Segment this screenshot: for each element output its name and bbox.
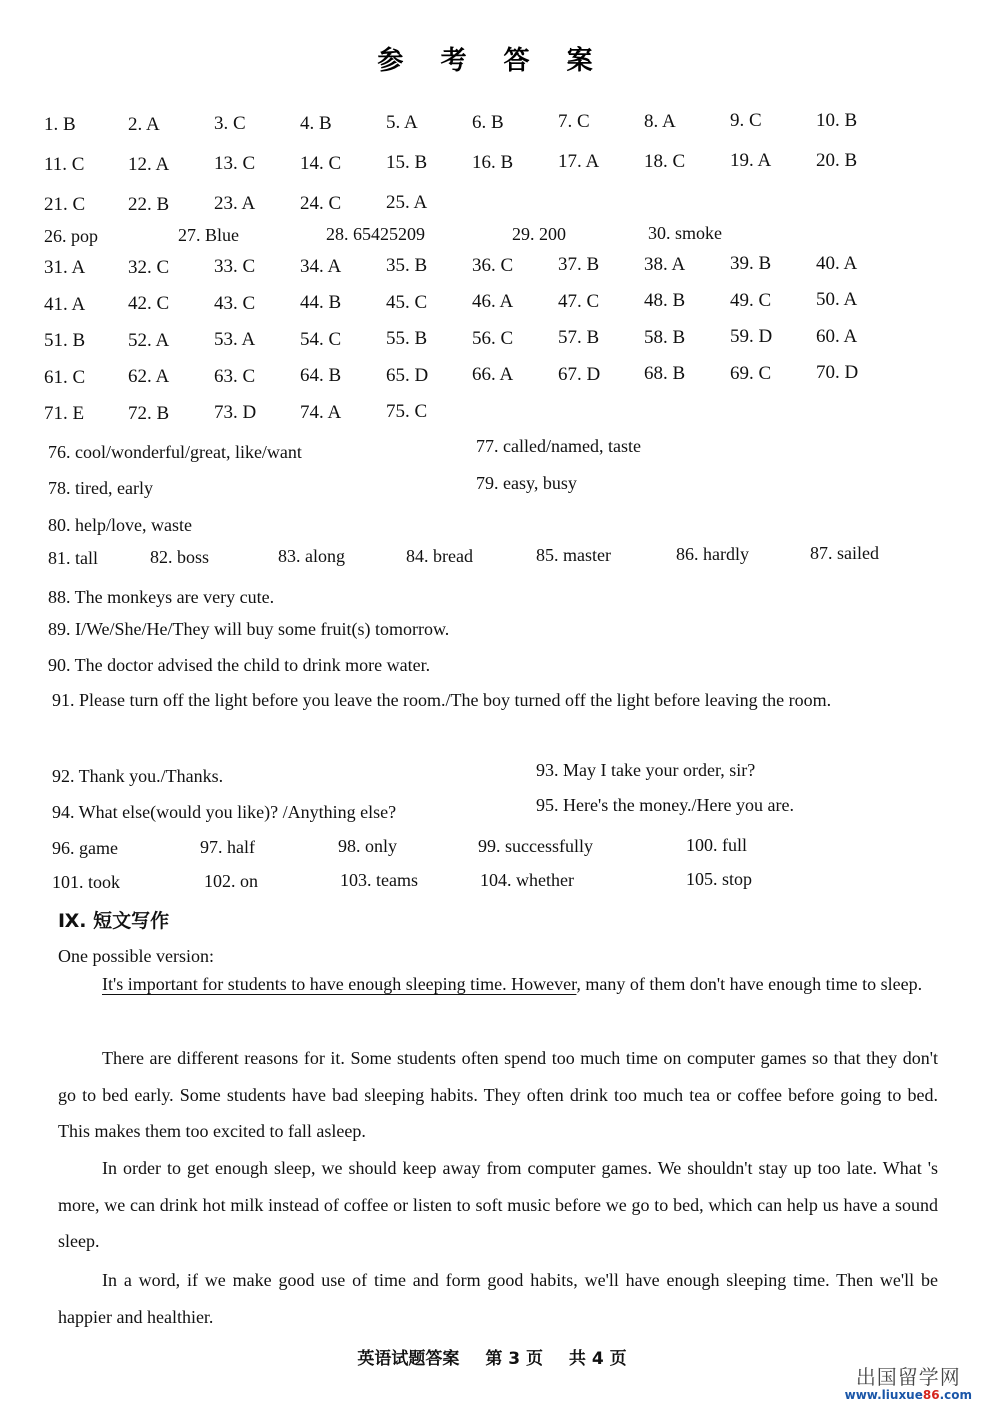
answer-item: 9. C [730, 110, 762, 131]
watermark-url-suffix: .com [939, 1388, 972, 1402]
answer-item: 97. half [200, 837, 255, 858]
answer-item: 81. tall [48, 548, 98, 568]
writing-paragraph-1 [58, 966, 938, 1003]
answer-item: 54. C [300, 328, 342, 350]
answer-item: 23. A [214, 193, 256, 214]
answer-92: 92. Thank you./Thanks. [52, 766, 224, 786]
answer-item: 74. A [300, 401, 342, 423]
answer-item: 27. Blue [178, 225, 239, 246]
answer-item: 100. full [686, 834, 747, 855]
answer-item: 47. C [558, 290, 600, 312]
answer-item: 30. smoke [648, 222, 722, 243]
answer-item: 21. C [44, 194, 86, 215]
answer-item: 87. sailed [810, 543, 879, 564]
answer-item: 32. C [128, 256, 170, 278]
answer-item: 61. C [44, 366, 86, 388]
answer-item: 17. A [558, 151, 600, 172]
writing-paragraph-2: There are different reasons for it. Some students often spend too much time on computer games so that they don't go to bed early. Some students have bad sleeping habits. They often drink too much tea or coffee before going to bed. This makes them too excited to fall asleep. [58, 1048, 938, 1141]
writing-paragraph-3: In order to get enough sleep, we should keep away from computer games. We shouldn't stay up too late. What 's more, we can drink hot milk instead of coffee or listen to soft music before we go to bed, which can help us have a sound sleep. [58, 1158, 938, 1251]
answer-item: 71. E [44, 403, 85, 424]
answer-item: 56. C [472, 327, 514, 349]
answer-item: 86. hardly [676, 544, 749, 564]
answer-item: 16. B [472, 151, 514, 173]
answer-item: 14. C [300, 152, 342, 174]
answer-item: 18. C [644, 150, 686, 172]
answer-item: 64. B [300, 365, 342, 386]
answer-item: 85. master [536, 544, 611, 565]
answer-item: 68. B [644, 363, 686, 384]
answer-item: 65. D [386, 364, 429, 386]
answer-item: 10. B [816, 109, 858, 131]
answer-item: 19. A [730, 150, 772, 171]
answer-item: 39. B [730, 253, 772, 274]
answer-item: 57. B [558, 327, 600, 348]
answer-item: 63. C [214, 365, 256, 387]
answer-95: 95. Here's the money./Here you are. [536, 795, 794, 815]
answer-item: 104. whether [480, 869, 574, 890]
answer-item: 25. A [386, 192, 428, 213]
answer-item: 55. B [386, 328, 428, 349]
answer-item: 15. B [386, 152, 428, 173]
answer-item: 6. B [472, 111, 504, 133]
answer-item: 70. D [816, 362, 859, 383]
answer-item: 33. C [214, 256, 256, 277]
answer-93: 93. May I take your order, sir? [536, 760, 756, 780]
answer-item: 49. C [730, 289, 772, 311]
answer-item: 28. 65425209 [326, 224, 425, 245]
answer-item: 48. B [644, 290, 686, 311]
answer-item: 82. boss [150, 547, 210, 568]
answer-item: 13. C [214, 153, 256, 174]
answer-76: 76. cool/wonderful/great, like/want [48, 442, 302, 462]
answer-item: 45. C [386, 291, 428, 313]
answer-item: 34. A [300, 255, 342, 277]
page-footer [0, 1344, 984, 1369]
watermark-name: 出国留学网 [855, 1365, 961, 1389]
answer-item: 66. A [472, 364, 514, 385]
answer-item: 38. A [644, 253, 686, 275]
answer-79: 79. easy, busy [476, 473, 577, 493]
answer-item: 42. C [128, 293, 170, 314]
answer-item: 58. B [644, 326, 686, 348]
answer-item: 62. A [128, 366, 170, 387]
answer-item: 51. B [44, 330, 86, 351]
answer-88: 88. The monkeys are very cute. [48, 587, 275, 607]
answer-item: 37. B [558, 254, 600, 275]
page-title: 参 考 答 案 [377, 46, 607, 76]
section-title-writing: Ⅸ. 短文写作 [58, 910, 170, 932]
watermark-url [845, 1388, 972, 1402]
answer-item: 22. B [128, 193, 170, 215]
answer-item: 59. D [730, 326, 773, 347]
answer-90: 90. The doctor advised the child to drink more water. [48, 655, 431, 675]
answer-item: 7. C [558, 111, 590, 132]
watermark-url-number: 86 [922, 1388, 940, 1402]
answer-item: 24. C [300, 192, 342, 214]
answer-item: 73. D [214, 402, 257, 423]
answer-item: 40. A [816, 252, 858, 274]
answer-item: 52. A [128, 329, 170, 351]
writing-paragraph-4: In a word, if we make good use of time and form good habits, we'll have enough sleeping time. Then we'll be happier and healthier. [58, 1270, 938, 1327]
answer-91: 91. Please turn off the light before you leave the room./The boy turned off the light before leaving the room. [52, 690, 832, 710]
answer-item: 105. stop [686, 868, 753, 889]
answer-item: 99. successfully [478, 835, 593, 856]
answer-item: 4. B [300, 112, 332, 134]
footer-page: 第 3 页 [485, 1349, 543, 1369]
answer-item: 43. C [214, 292, 256, 314]
answer-item: 84. bread [406, 545, 473, 566]
answer-item: 31. A [44, 257, 86, 278]
answer-item: 41. A [44, 293, 86, 315]
answer-item: 1. B [44, 114, 76, 135]
footer-subject: 英语试题答案 [357, 1349, 460, 1369]
answer-item: 26. pop [44, 226, 98, 246]
answer-item: 3. C [214, 113, 246, 134]
answer-item: 96. game [52, 838, 118, 858]
answer-item: 20. B [816, 149, 858, 171]
answer-item: 29. 200 [512, 223, 566, 244]
answer-item: 101. took [52, 872, 121, 892]
writing-topic-sentence: It's important for students to have enough sleeping time. However [102, 974, 577, 994]
answer-item: 44. B [300, 292, 342, 313]
answer-item: 53. A [214, 329, 256, 350]
answer-item: 36. C [472, 254, 514, 276]
answer-item: 12. A [128, 153, 170, 175]
watermark-url-prefix: www.liuxue [844, 1388, 923, 1402]
answer-item: 8. A [644, 110, 676, 132]
answer-item: 60. A [816, 325, 858, 347]
answer-89: 89. I/We/She/He/They will buy some fruit(s) tomorrow. [48, 619, 450, 639]
watermark-logo [845, 1366, 972, 1402]
answer-item: 98. only [338, 836, 398, 857]
answer-94: 94. What else(would you like)? /Anything else? [52, 802, 397, 822]
answer-item: 46. A [472, 291, 514, 312]
answer-item: 83. along [278, 546, 345, 567]
answer-77: 77. called/named, taste [476, 436, 641, 456]
answer-78: 78. tired, early [48, 478, 153, 498]
answer-item: 5. A [386, 112, 418, 133]
writing-paragraph-1-rest: , many of them don't have enough time to sleep. [576, 974, 923, 994]
answer-item: 35. B [386, 255, 428, 276]
answer-item: 50. A [816, 289, 858, 310]
footer-total: 共 4 页 [568, 1349, 627, 1369]
answer-item: 2. A [128, 113, 160, 135]
answer-80: 80. help/love, waste [48, 515, 192, 535]
answer-item: 75. C [386, 401, 428, 422]
answer-item: 69. C [730, 362, 772, 384]
answer-item: 11. C [44, 154, 85, 175]
answer-item: 103. teams [340, 870, 418, 891]
answer-item: 67. D [558, 363, 601, 385]
writing-intro: One possible version: [58, 946, 214, 966]
answer-item: 102. on [204, 871, 258, 892]
answer-item: 72. B [128, 402, 170, 424]
